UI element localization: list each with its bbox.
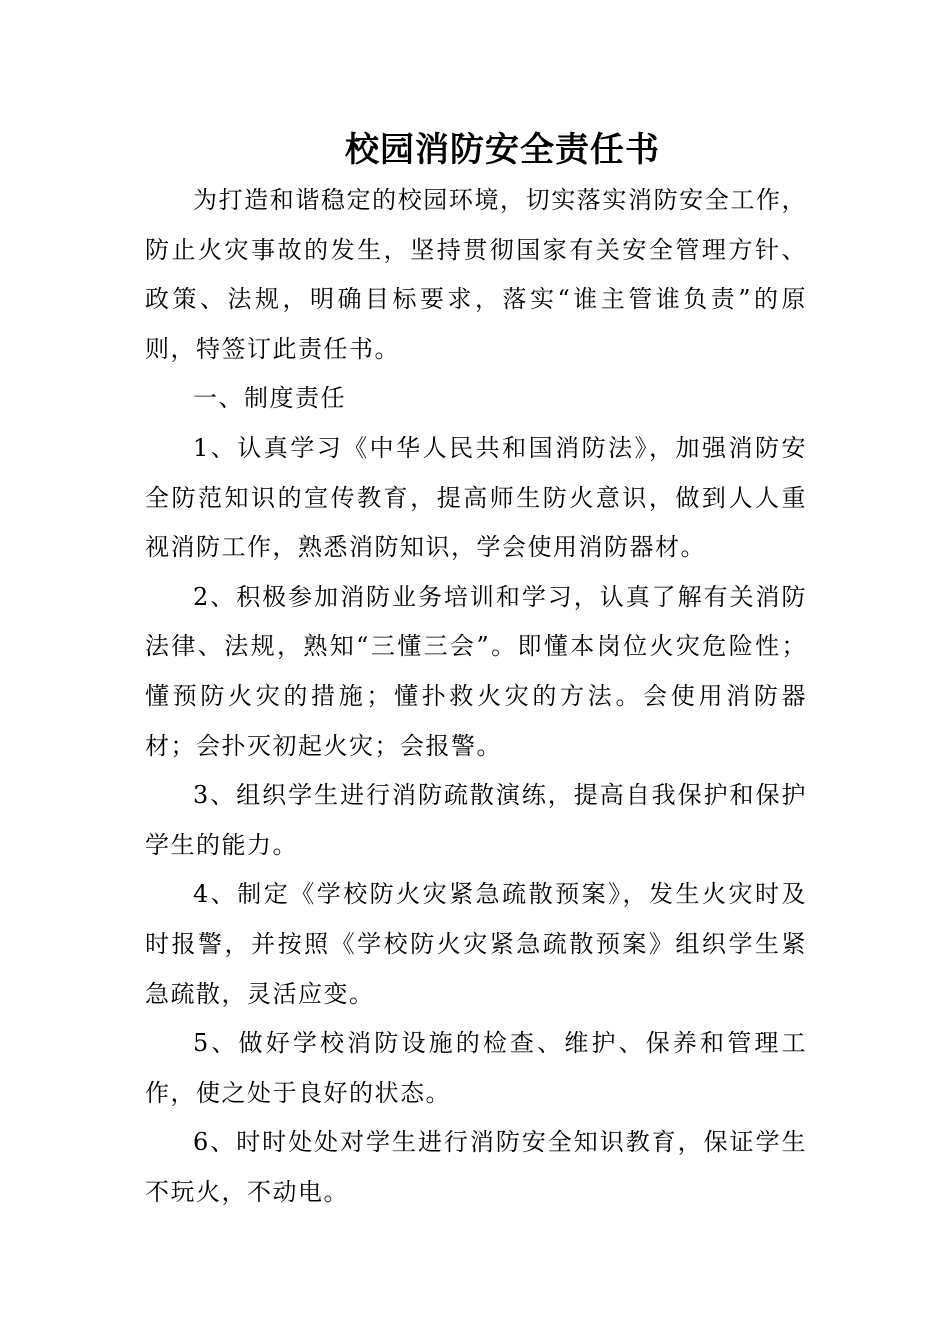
- clause-paragraph: 3、组织学生进行消防疏散演练，提高自我保护和保护学生的能力。: [145, 781, 807, 859]
- clause-paragraph: 1、认真学习《中华人民共和国消防法》，加强消防安全防范知识的宣传教育，提高师生防火意识，做到人人重视消防工作，熟悉消防知识，学会使用消防器材。: [145, 433, 807, 562]
- clause-paragraph: 6、时时处处对学生进行消防安全知识教育，保证学生不玩火，不动电。: [145, 1128, 807, 1206]
- document-body: [145, 176, 807, 1217]
- clause-paragraph: 4、制定《学校防火灾紧急疏散预案》，发生火灾时及时报警，并按照《学校防火灾紧急疏散预案》组织学生紧急疏散，灵活应变。: [145, 880, 807, 1008]
- clause-paragraph: 5、做好学校消防设施的检查、维护、保养和管理工作，使之处于良好的状态。: [145, 1029, 807, 1107]
- section-heading: 一、制度责任: [193, 384, 346, 413]
- document-title: 校园消防安全责任书: [345, 130, 660, 170]
- clause-paragraph: 2、积极参加消防业务培训和学习，认真了解有关消防法律、法规，熟知“三懂三会”。即懂本岗位火灾危险性；懂预防火灾的措施；懂扑救火灾的方法。会使用消防器材；会扑灭初起火灾；会报警。: [145, 582, 807, 760]
- intro-paragraph: 为打造和谐稳定的校园环境，切实落实消防安全工作，防止火灾事故的发生，坚持贯彻国家有关安全管理方针、政策、法规，明确目标要求，落实“谁主管谁负责”的原则，特签订此责任书。: [145, 186, 807, 363]
